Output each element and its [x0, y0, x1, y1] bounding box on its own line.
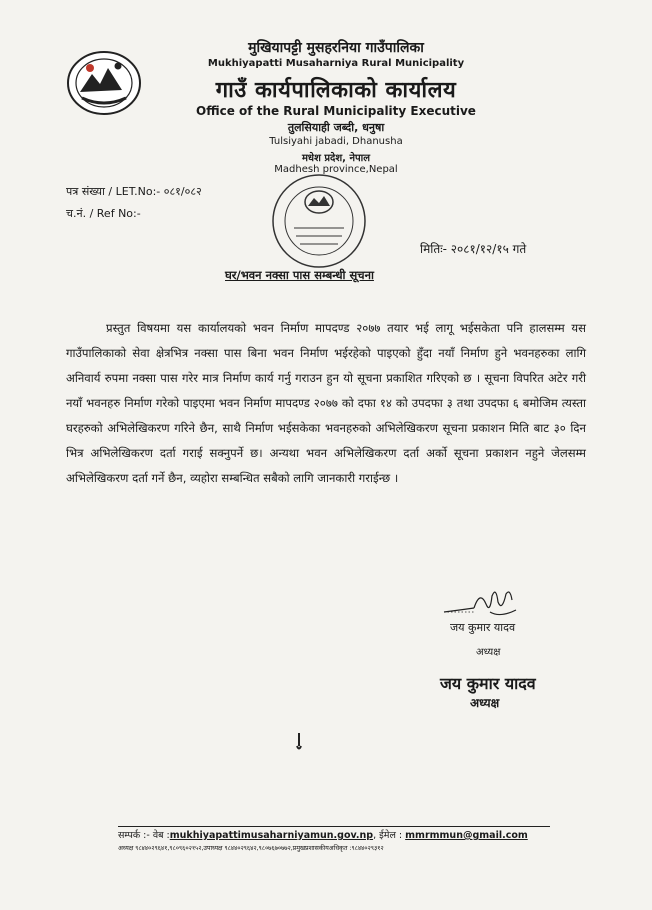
signer-name: जय कुमार यादव [450, 621, 516, 634]
notice-date: मितिः- २०८१/१२/१५ गते [420, 242, 527, 256]
office-stamp-icon [270, 172, 368, 270]
email-label: , ईमेल : [373, 830, 403, 841]
email-link[interactable]: mmrmmun@gmail.com [405, 830, 528, 841]
footer-divider [118, 826, 550, 827]
website-link[interactable]: mukhiyapattimusaharniyamun.gov.np [169, 830, 374, 841]
ink-mark-icon [296, 732, 302, 752]
footer-phones: अध्यक्ष ९८४४०२९६४१,९८०९६०२१५२,उपाध्यक्ष ९८४४०२९६४२,९८०७६७०७७२,प्रमुखप्रशासकीयअधिकृत :९८४४०२९३१२ [118, 844, 384, 852]
letter-number: पत्र संख्या / LET.No:- ०८१/०८२ [66, 185, 202, 198]
province-english: Madhesh province,Nepal [274, 164, 398, 175]
title-stamp: अध्यक्ष [470, 696, 500, 710]
address-nepali: तुलसियाही जब्दी, धनुषा [287, 121, 385, 134]
signature-icon [440, 582, 530, 622]
municipality-name-english: Mukhiyapatti Musaharniya Rural Municipality [207, 58, 465, 69]
footer-contact [118, 828, 528, 841]
notice-subject: घर/भवन नक्सा पास सम्बन्धी सूचना [225, 268, 374, 282]
office-title-nepali: गाउँ कार्यपालिकाको कार्यालय [215, 78, 457, 103]
name-stamp: जय कुमार यादव [440, 674, 536, 693]
province-nepali: मधेश प्रदेश, नेपाल [301, 153, 371, 164]
office-title-english: Office of the Rural Municipality Executive [196, 104, 476, 118]
reference-number: च.नं. / Ref No:- [66, 207, 141, 220]
municipality-name-nepali: मुखियापट्टी मुसहरनिया गाउँपालिका [248, 40, 424, 56]
signer-title: अध्यक्ष [476, 647, 501, 658]
notice-body: प्रस्तुत विषयमा यस कार्यालयको भवन निर्माण मापदण्ड २०७७ तयार भई लागू भईसकेता पनि हालसम्म यस गाउँपालिकाको सेवा क्षेत्रभित्र नक्सा पास बिना भवन निर्माण भईरहेको पाइएको हुँदा नयाँ निर्माण हुने भवनहरुका लागि अनिवार्य रुपमा नक्सा पास गरेर मात्र निर्माण कार्य गर्नु गराउन हुन यो सूचना प्रकाशित गरिएको छ । सूचना विपरित अटेर गरी नयाँ भवनहरु निर्माण गरेको पाइएमा भवन निर्माण मापदण्ड २०७७ को दफा १४ को उपदफा ३ तथा उपदफा ६ बमोजिम त्यस्ता घरहरुको अभिलेखिकरण गरिने छैन, साथै निर्माण भईसकेका भवनहरुको अभिलेखिकरण सूचना प्रकाशन मिति बाट ३० दिन भित्र अभिलेखिकरण दर्ता गराई सक्नुपर्ने छ। अन्यथा भवन अभिलेखिकरण दर्ता अर्को सूचना प्रकाशन नहुने जेलसम्म अभिलेखिकरण दर्ता गर्ने छैन, व्यहोरा सम्बन्धित सबैको लागि जानकारी गराईन्छ । [66, 321, 586, 485]
contact-label: सम्पर्क :- वेब : [118, 830, 170, 841]
address-english: Tulsiyahi jabadi, Dhanusha [269, 136, 403, 147]
